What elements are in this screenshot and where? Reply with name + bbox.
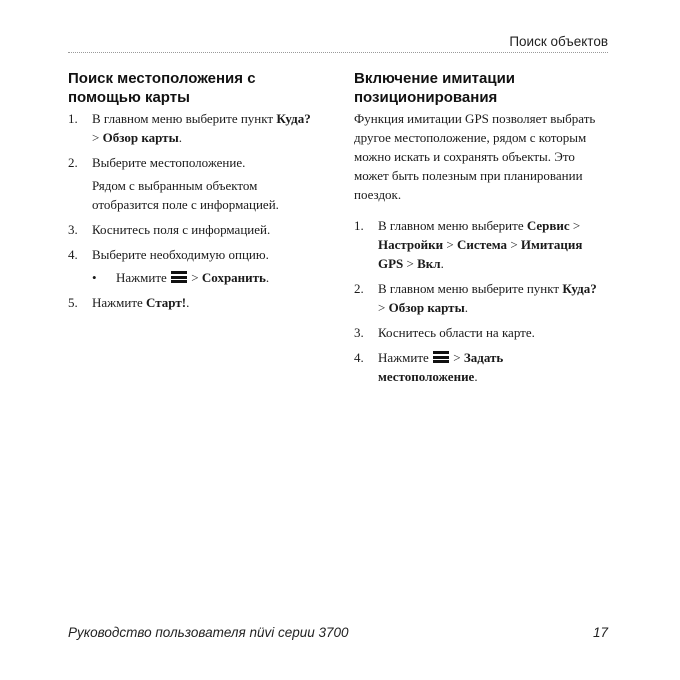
step-number: 2. [354,281,364,296]
punct: . [265,270,270,285]
menu-term: Система [456,237,508,252]
bullet-item [92,268,318,287]
right-column [354,69,604,392]
menu-term: Куда? [562,281,597,296]
list-item [68,245,318,287]
list-item [354,323,604,342]
step-text: В главном меню выберите пункт [92,111,277,126]
menu-term: Обзор карты [388,300,465,315]
left-column [68,69,318,318]
menu-term: Настройки [378,237,444,252]
menu-term: Имитация GPS [378,237,583,271]
list-item [68,293,318,312]
step-text: Выберите необходимую опцию. [92,247,269,262]
separator: > [188,270,202,285]
step-number: 4. [354,350,364,365]
header-divider [68,52,608,53]
step-text: В главном меню выберите [378,218,527,233]
menu-term: Вкл [417,256,441,271]
step-number: 1. [68,111,78,126]
list-item [68,220,318,239]
separator: > [378,300,389,315]
list-item [354,216,604,273]
step-text: Коснитесь области на карте. [378,325,535,340]
separator: > [450,350,464,365]
list-item [354,279,604,317]
menu-term: Сохранить [201,270,266,285]
step-number: 3. [68,222,78,237]
menu-icon [433,351,449,363]
punct: . [186,295,190,310]
list-item [68,153,318,214]
section-header: Поиск объектов [509,34,608,49]
left-heading: Поиск местоположения с помощью карты [68,70,256,106]
menu-term: Старт! [146,295,187,310]
menu-term: Куда? [276,111,311,126]
step-text: Нажмите [378,350,433,365]
right-heading: Включение имитации позиционирования [354,70,516,106]
menu-term: Сервис [526,218,570,233]
punct: . [474,369,478,384]
separator: > [507,237,521,252]
left-steps [68,109,318,312]
step-number: 3. [354,325,364,340]
page-number: 17 [592,625,608,640]
list-item [354,348,604,386]
step-number: 5. [68,295,78,310]
step-number: 2. [68,155,78,170]
step-text: Выберите местоположение. [92,155,246,170]
menu-icon [171,271,187,283]
separator: > [443,237,457,252]
punct: . [440,256,444,271]
step-text: Нажмите [116,270,171,285]
step-text: Коснитесь поля с информацией. [92,222,271,237]
step-text: В главном меню выберите пункт [378,281,563,296]
intro-paragraph: Функция имитации GPS позволяет выбрать другое местоположение, рядом с которым можно искать и сохранять объекты. Это может быть полезным при планировании поездок. [354,111,596,202]
step-number: 4. [68,247,78,262]
right-steps [354,216,604,386]
separator: > [92,130,103,145]
step-note: Рядом с выбранным объектом отобразится поле с информацией. [92,178,279,212]
separator: > [569,218,581,233]
menu-term: Обзор карты [102,130,179,145]
separator: > [403,256,418,271]
bullet-mark: • [92,270,97,285]
step-number: 1. [354,218,364,233]
list-item [68,109,318,147]
punct: . [178,130,182,145]
punct: . [464,300,468,315]
step-text: Нажмите [92,295,147,310]
page-footer [68,625,608,640]
manual-title: Руководство пользователя nüvi серии 3700 [68,625,349,640]
menu-term: Задать местоположение [378,350,504,384]
